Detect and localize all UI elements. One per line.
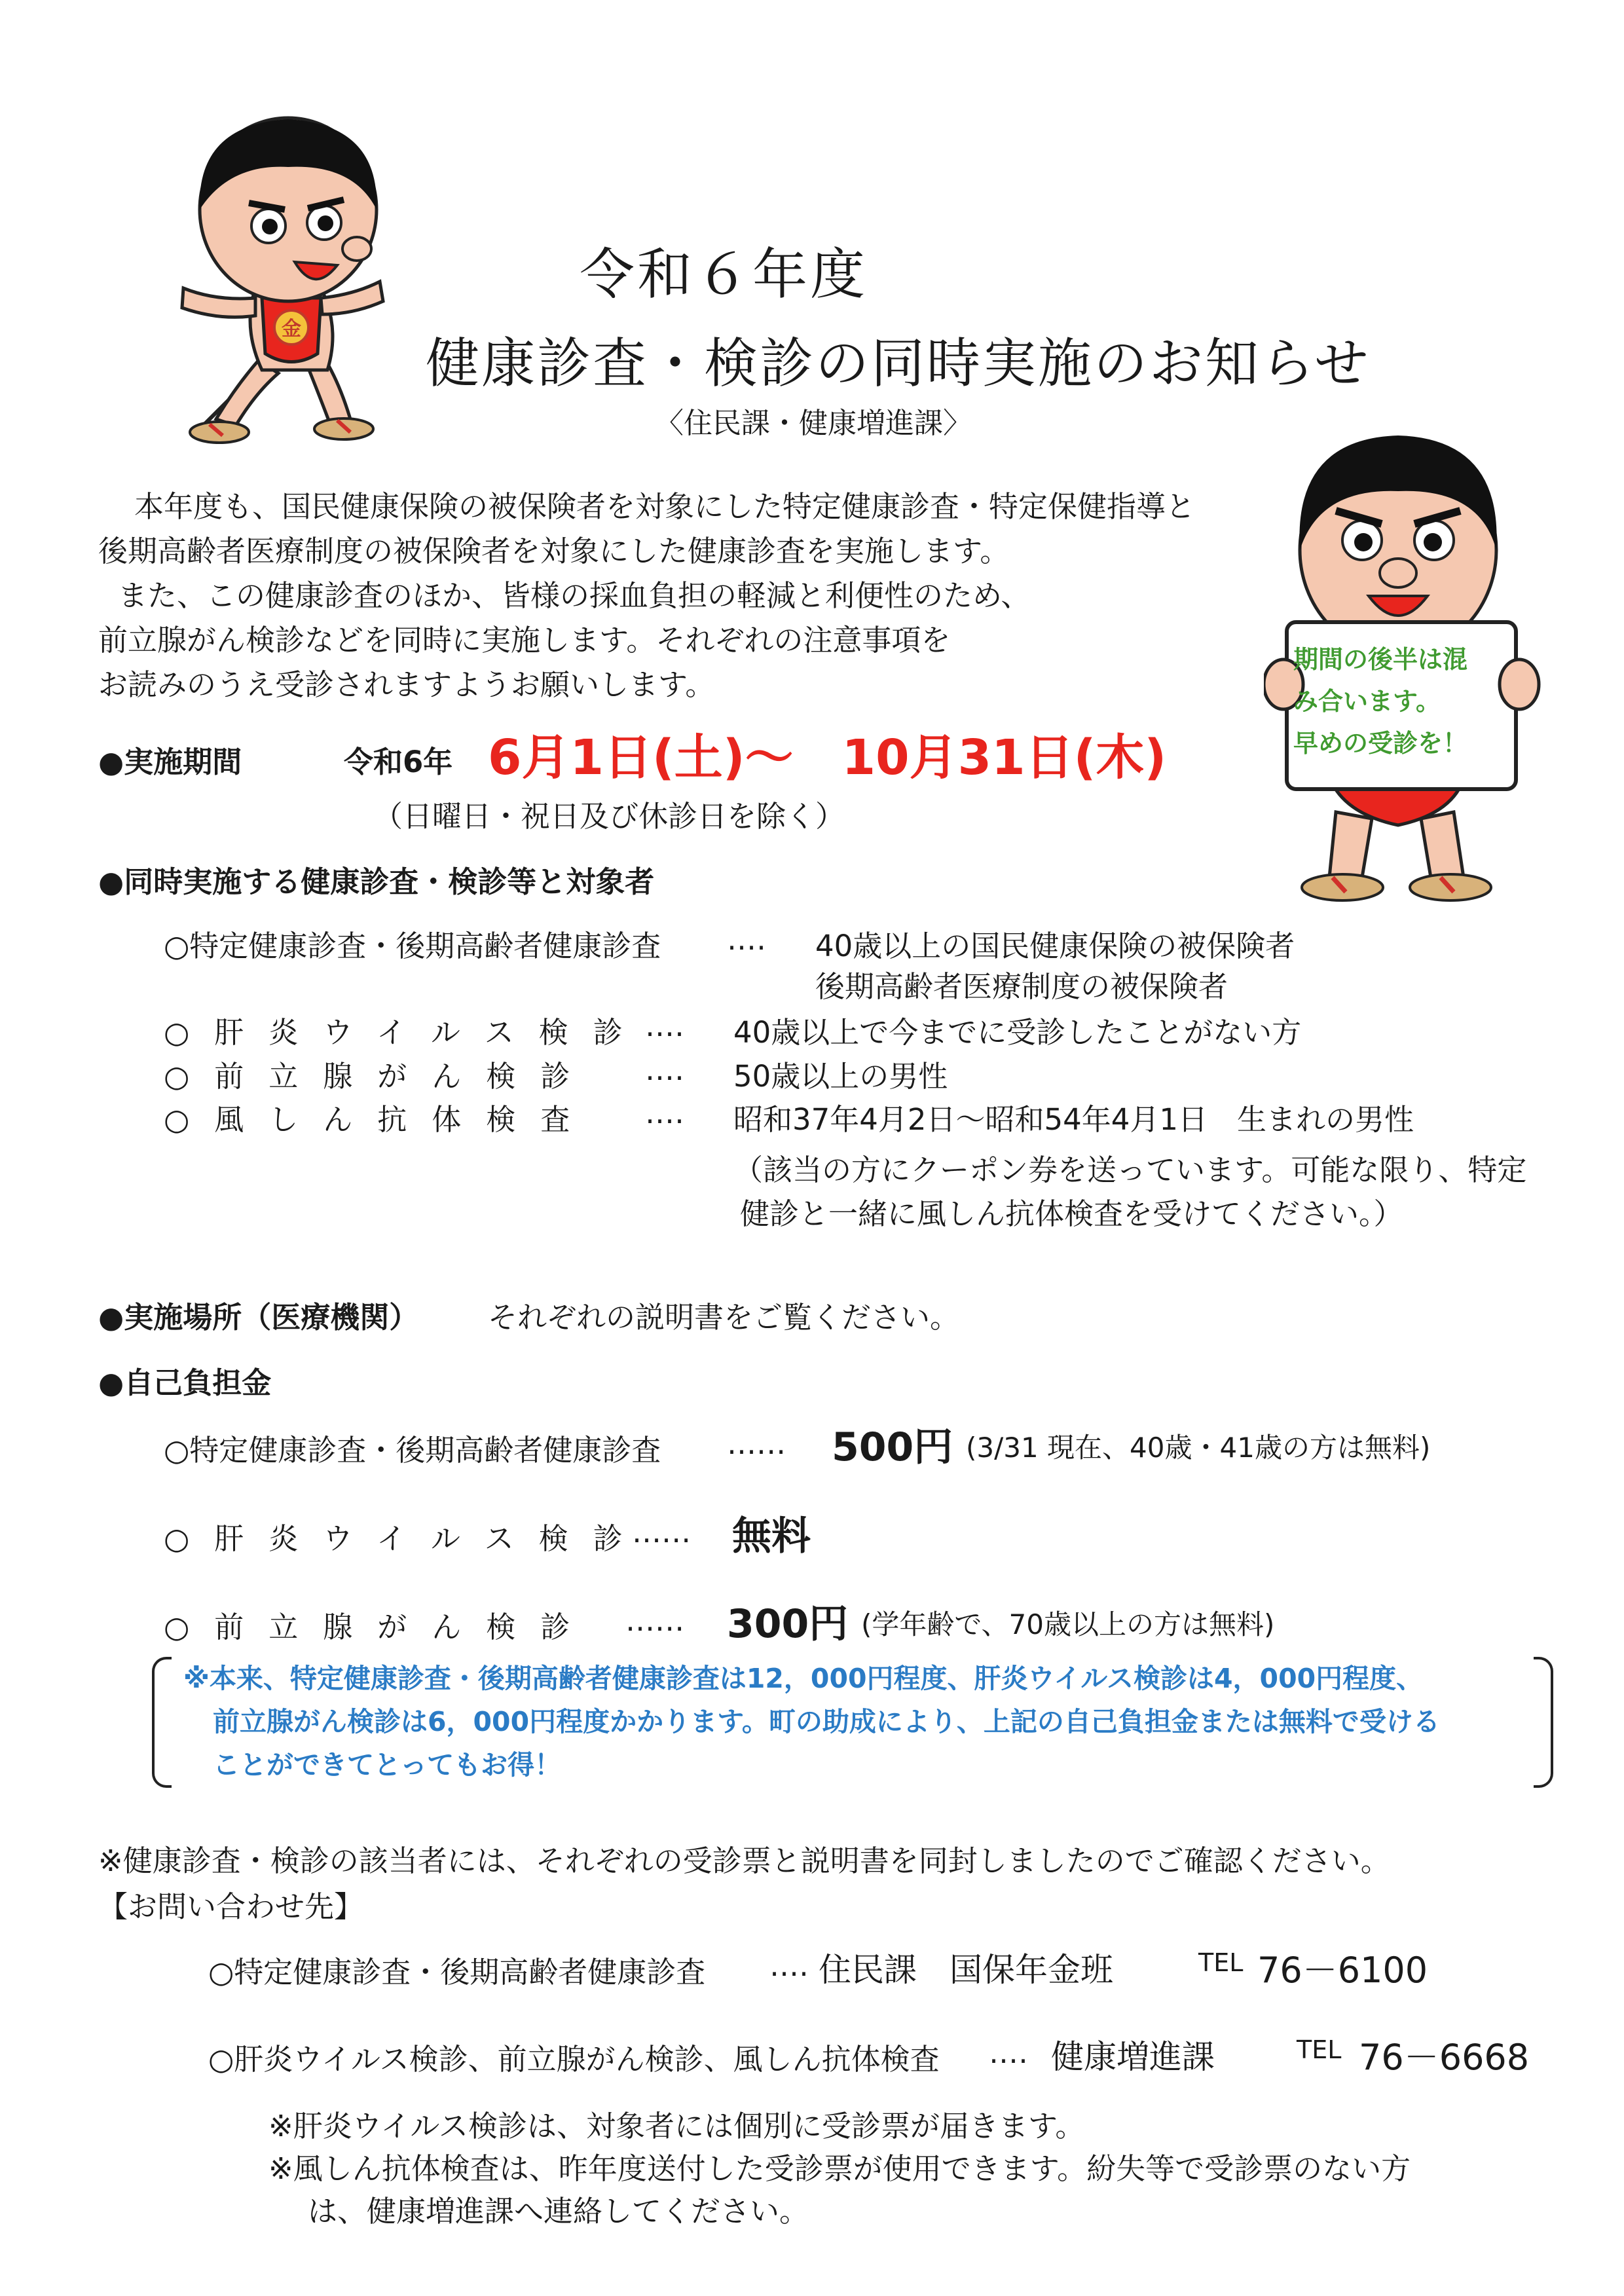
sign-line: 期間の後半は混	[1293, 645, 1468, 674]
target-item-target: 50歳以上の男性	[733, 1059, 948, 1094]
target-item-dots: ‥‥	[645, 1052, 685, 1087]
target-item-dots: ‥‥	[645, 1009, 685, 1043]
target-item-name: ○風しん抗体検査	[164, 1102, 595, 1137]
period-dates: 6月1日(土)～ 10月31日(木)	[488, 730, 1167, 786]
fee-item-dots: ‥‥‥	[632, 1515, 692, 1549]
contact-tel-label: TEL	[1297, 2035, 1342, 2064]
footer-note: ※肝炎ウイルス検診は、対象者には個別に受診票が届きます。	[268, 2109, 1085, 2143]
intro-line: 前立腺がん検診などを同時に実施します。それぞれの注意事項を	[98, 623, 951, 657]
svg-text:金: 金	[282, 318, 301, 341]
savings-note	[183, 1657, 1440, 1787]
fees-heading: ●自己負担金	[98, 1365, 272, 1400]
venue-heading: ●実施場所（医療機関）	[98, 1300, 419, 1335]
target-item-target: 40歳以上の国民健康保険の被保険者	[815, 929, 1295, 963]
fee-item-price: 無料	[732, 1513, 811, 1559]
contact-heading: 【お問い合わせ先】	[98, 1889, 364, 1924]
target-item-target2: 後期高齢者医療制度の被保険者	[815, 969, 1228, 1004]
target-item-target: 40歳以上で今までに受診したことがない方	[733, 1015, 1302, 1050]
period-heading: ●実施期間	[98, 745, 242, 779]
coupon-note-line: （該当の方にクーポン券を送っています。可能な限り、特定	[733, 1153, 1527, 1187]
target-item-name: ○特定健康診査・後期高齢者健康診査	[164, 929, 661, 963]
fee-item-dots: ‥‥‥	[727, 1426, 786, 1461]
fee-item-note: (学年齢で、70歳以上の方は無料)	[861, 1608, 1275, 1640]
intro-paragraph	[98, 485, 1290, 707]
venue-text: それぞれの説明書をご覧ください。	[488, 1300, 960, 1335]
period-note: （日曜日・祝日及び休診日を除く）	[373, 799, 845, 834]
contact-tel-label: TEL	[1198, 1948, 1244, 1977]
coupon-note-line: 健診と一緒に風しん抗体検査を受けてください。）	[740, 1196, 1403, 1231]
bracket-left	[152, 1657, 172, 1788]
footer-notice: ※健康診査・検診の該当者には、それぞれの受診票と説明書を同封しましたのでご確認ください。	[98, 1843, 1390, 1878]
fee-item-price: 500円	[832, 1424, 953, 1470]
contact-tel: 76－6100	[1257, 1950, 1428, 1991]
fee-item-price: 300円	[727, 1601, 849, 1647]
contact-dept: 健康増進課	[1051, 2038, 1215, 2076]
intro-line: 本年度も、国民健康保険の被保険者を対象にした特定健康診査・特定保健指導と	[134, 489, 1196, 524]
sign-line: み合います。	[1293, 687, 1441, 716]
savings-note-line: 前立腺がん検診は6，000円程度かかります。町の助成により、上記の自己負担金または無料で受ける	[213, 1706, 1440, 1737]
target-item-dots: ‥‥	[727, 922, 767, 957]
fee-item-name: ○肝炎ウイルス検診	[164, 1521, 648, 1556]
footer-note: ※風しん抗体検査は、昨年度送付した受診票が使用できます。紛失等で受診票のない方	[268, 2151, 1411, 2186]
footer-note: は、健康増進課へ連絡してください。	[308, 2194, 809, 2229]
savings-note-box	[152, 1657, 1553, 1788]
sign-line: 早めの受診を！	[1293, 729, 1468, 758]
savings-note-line: ※本来、特定健康診査・後期高齢者健康診査は12，000円程度、肝炎ウイルス検診は4，000円程度、	[183, 1663, 1424, 1694]
target-item-name: ○前立腺がん検診	[164, 1059, 595, 1094]
savings-note-line: ことができてとってもお得！	[213, 1749, 562, 1781]
target-item-name: ○肝炎ウイルス検診	[164, 1015, 648, 1050]
fee-item-dots: ‥‥‥	[625, 1603, 685, 1638]
sign-message	[1293, 639, 1467, 764]
fee-item-name: ○前立腺がん検診	[164, 1610, 595, 1644]
page-title: 健康診査・検診の同時実施のお知らせ	[426, 333, 1371, 395]
contact-tel: 76－6668	[1359, 2037, 1530, 2078]
period-era: 令和6年	[344, 745, 453, 779]
fee-item-name: ○特定健康診査・後期高齢者健康診査	[164, 1433, 661, 1468]
targets-heading: ●同時実施する健康診査・検診等と対象者	[98, 864, 655, 899]
intro-line: また、この健康診査のほか、皆様の採血負担の軽減と利便性のため、	[118, 578, 1031, 613]
mascot-running-illustration	[157, 111, 432, 465]
fee-item-note: (3/31 現在、40歳・41歳の方は無料)	[966, 1432, 1431, 1464]
contact-item: ○肝炎ウイルス検診、前立腺がん検診、風しん抗体検査	[208, 2042, 940, 2077]
target-item-target: 昭和37年4月2日～昭和54年4月1日 生まれの男性	[733, 1102, 1414, 1137]
contact-dots: ‥‥	[769, 1948, 809, 1983]
page-title-year: 令和６年度	[580, 242, 868, 306]
intro-line: お読みのうえ受診されますようお願いします。	[98, 667, 715, 702]
contact-dots: ‥‥	[989, 2035, 1029, 2070]
contact-dept: 住民課 国保年金班	[819, 1951, 1113, 1989]
department-label: 〈住民課・健康増進課〉	[655, 407, 972, 440]
bracket-right	[1534, 1657, 1553, 1788]
target-item-dots: ‥‥	[645, 1096, 685, 1130]
intro-line: 後期高齢者医療制度の被保険者を対象にした健康診査を実施します。	[98, 534, 1010, 568]
contact-item: ○特定健康診査・後期高齢者健康診査	[208, 1955, 706, 1990]
